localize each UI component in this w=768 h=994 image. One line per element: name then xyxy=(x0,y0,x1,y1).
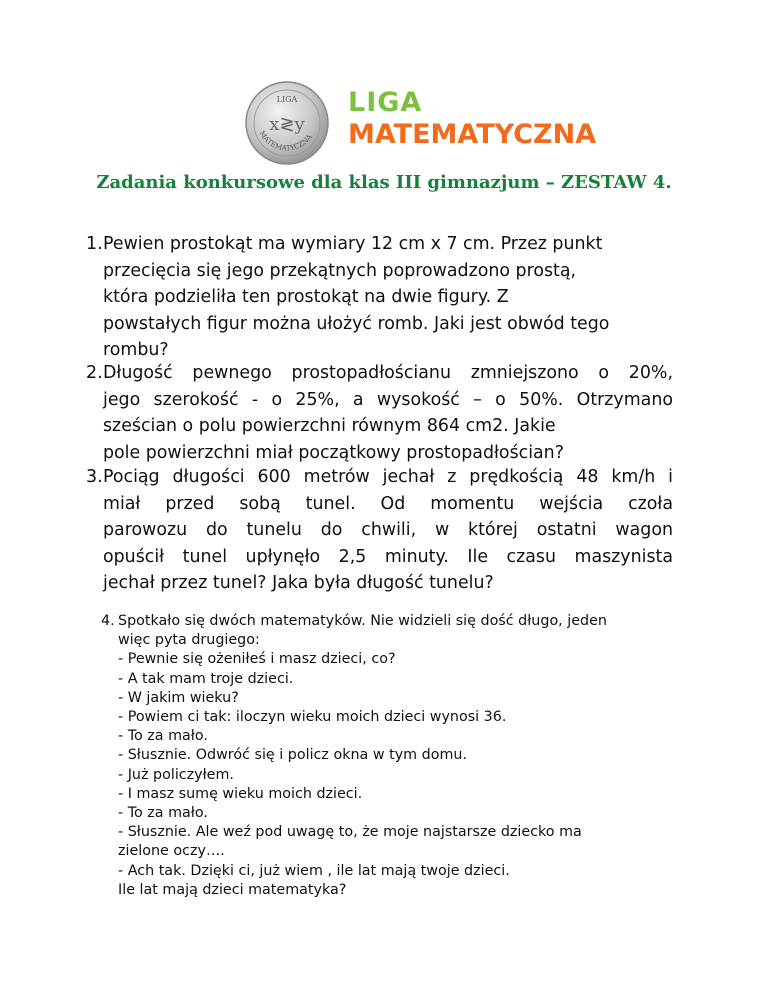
dialogue-line: - Słusznie. Ale weź pod uwagę to, że moje najstarsze dziecko ma xyxy=(118,824,582,841)
dialogue-line: - W jakim wieku? xyxy=(118,689,239,706)
dialogue-line: - A tak mam troje dzieci. xyxy=(118,670,294,687)
task-1 xyxy=(86,231,673,364)
task-line: sześcian o polu powierzchni równym 864 cm2. Jakie xyxy=(103,416,556,436)
task-number: 4. xyxy=(101,613,115,629)
dialogue-line: - To za mało. xyxy=(118,728,208,745)
task-line: jego szerokość - o 25%, a wysokość – o 50%. Otrzymano xyxy=(103,389,673,410)
dialogue-line: zielone oczy…. xyxy=(118,843,225,860)
task-line: jechał przez tunel? Jaka była długość tunelu? xyxy=(103,573,494,593)
task-number: 1. xyxy=(86,234,103,254)
task-line: Spotkało się dwóch matematyków. Nie widzieli się dość długo, jeden xyxy=(118,613,607,629)
seal-arc-text: MATEMATYCZNA xyxy=(257,129,314,153)
task-line: więc pyta drugiego: xyxy=(118,632,260,649)
dialogue-line: - I masz sumę wieku moich dzieci. xyxy=(118,785,363,802)
liga-matematyczna-logo xyxy=(244,80,597,166)
task-line: która podzieliła ten prostokąt na dwie figury. Z xyxy=(103,287,509,307)
task-2 xyxy=(86,360,673,466)
task-line: pole powierzchni miał początkowy prostopadłościan? xyxy=(103,442,564,463)
liga-seal-icon xyxy=(244,80,330,166)
task-line: rombu? xyxy=(103,340,169,360)
task-line: Długość pewnego prostopadłościanu zmniejszono o 20%, xyxy=(103,363,673,383)
task-line: miał przed sobą tunel. Od momentu wejścia czoła xyxy=(103,493,673,514)
seal-top-text: LIGA xyxy=(276,95,298,104)
dialogue-line: - Powiem ci tak: iloczyn wieku moich dzieci wynosi 36. xyxy=(118,709,507,726)
seal-symbol: x≷y xyxy=(269,114,305,135)
dialogue-line: - Ach tak. Dzięki ci, już wiem , ile lat mają twoje dzieci. xyxy=(118,862,510,879)
dialogue-line: - Już policzyłem. xyxy=(118,766,234,783)
task-line: Pociąg długości 600 metrów jechał z prędkością 48 km/h i xyxy=(103,467,673,487)
task-4 xyxy=(101,612,678,900)
task-question: Ile lat mają dzieci matematyka? xyxy=(118,881,347,898)
task-line: przecięcia się jego przekątnych poprowadzono prostą, xyxy=(103,260,577,281)
brand-matematyczna: MATEMATYCZNA xyxy=(348,119,597,150)
brand-liga: LIGA xyxy=(348,87,423,118)
task-number: 2. xyxy=(86,363,103,383)
task-number: 3. xyxy=(86,467,103,487)
task-3 xyxy=(86,464,673,597)
dialogue-line: - Pewnie się ożeniłeś i masz dzieci, co? xyxy=(118,651,396,668)
task-line: powstałych figur można ułożyć romb. Jaki jest obwód tego xyxy=(103,313,610,334)
task-line: opuścił tunel upłynęło 2,5 minuty. Ile czasu maszynista xyxy=(103,546,673,567)
task-line: parowozu do tunelu do chwili, w której ostatni wagon xyxy=(103,520,673,540)
task-line: Pewien prostokąt ma wymiary 12 cm x 7 cm. Przez punkt xyxy=(103,234,603,254)
page-title: Zadania konkursowe dla klas III gimnazjum – ZESTAW 4. xyxy=(96,172,672,193)
dialogue-line: - To za mało. xyxy=(118,805,208,822)
dialogue-line: - Słusznie. Odwróć się i policz okna w tym domu. xyxy=(118,747,467,764)
